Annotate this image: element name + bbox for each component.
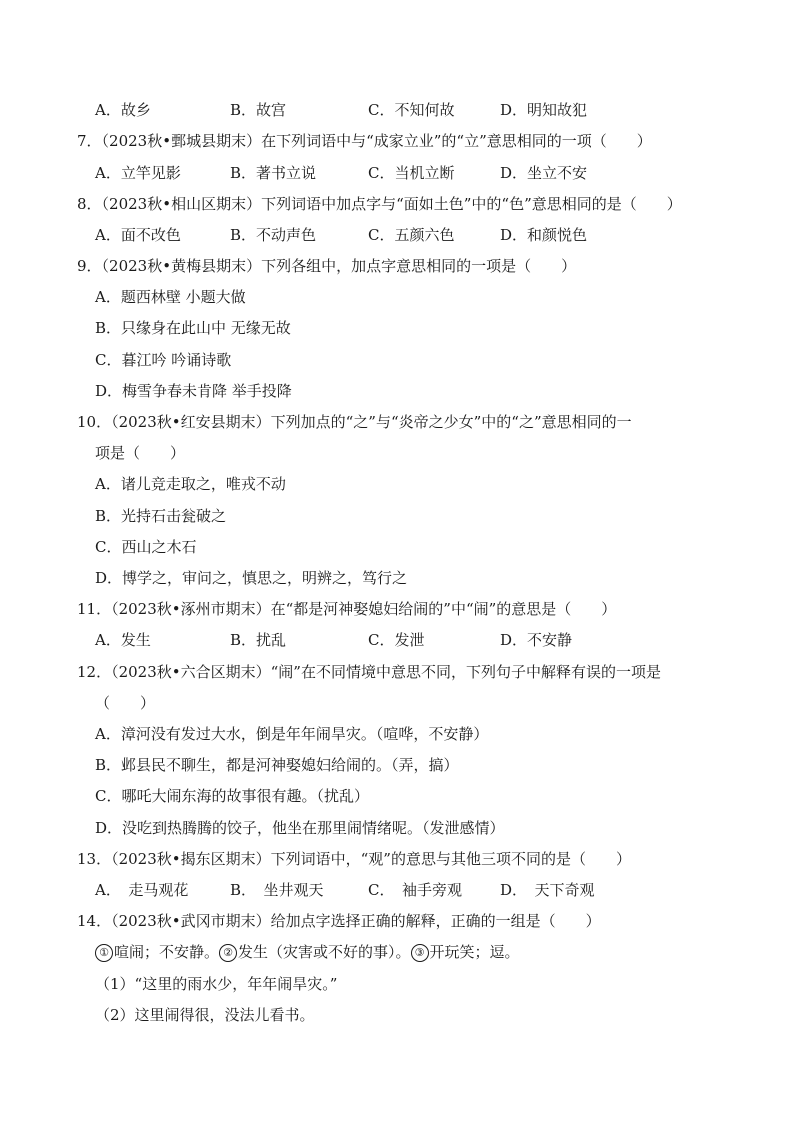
q13-stem: 13．（2023秋•揭东区期末）下列词语中，“观”的意思与其他三项不同的是（ ） <box>77 850 631 868</box>
q10-option-a[interactable]: A．诸儿竞走取之，唯戎不动 <box>95 475 286 493</box>
q7-option-d[interactable]: D．坐立不安 <box>500 164 588 182</box>
q11-option-d[interactable]: D．不安静 <box>500 631 573 649</box>
q10-stem: 10．（2023秋•红安县期末）下列加点的“之”与“炎帝之少女”中的“之”意思相同的一 <box>77 413 632 431</box>
meaning-number-2: ② <box>219 944 237 962</box>
q13-option-d[interactable]: D． 天下奇观 <box>500 881 595 899</box>
q13-option-a[interactable]: A． 走马观花 <box>95 881 189 899</box>
meaning-number-1: ① <box>95 944 113 962</box>
q10-option-c[interactable]: C．西山之木石 <box>95 538 197 556</box>
q6-option-a[interactable]: A．故乡 <box>95 101 151 119</box>
q12-option-b[interactable]: B．邺县民不聊生，都是河神娶媳妇给闹的。（弄，搞） <box>95 756 459 774</box>
q12-option-a[interactable]: A．漳河没有发过大水，倒是年年闹旱灾。（喧哗，不安静） <box>95 725 489 743</box>
q13-option-c[interactable]: C． 袖手旁观 <box>368 881 462 899</box>
meaning-number-3: ③ <box>411 944 429 962</box>
q14-stem: 14．（2023秋•武冈市期末）给加点字选择正确的解释，正确的一组是（ ） <box>77 912 601 930</box>
q8-option-c[interactable]: C．五颜六色 <box>368 226 455 244</box>
q9-option-a[interactable]: A．题西林壁 小题大做 <box>95 288 246 306</box>
q8-option-a[interactable]: A．面不改色 <box>95 226 181 244</box>
q11-option-c[interactable]: C．发泄 <box>368 631 425 649</box>
q11-option-b[interactable]: B．扰乱 <box>230 631 287 649</box>
q14-sub-1: （1）“这里的雨水少，年年闹旱灾。” <box>95 975 338 993</box>
q10-option-d[interactable]: D．博学之，审问之，慎思之，明辨之，笃行之 <box>95 569 408 587</box>
q12-stem-continued: （ ） <box>95 694 156 712</box>
q9-stem: 9．（2023秋•黄梅县期末）下列各组中，加点字意思相同的一项是（ ） <box>77 257 577 275</box>
q9-option-b[interactable]: B．只缘身在此山中 无缘无故 <box>95 319 291 337</box>
q10-option-b[interactable]: B．光持石击瓮破之 <box>95 507 227 525</box>
q8-option-d[interactable]: D．和颜悦色 <box>500 226 588 244</box>
q14-meanings <box>95 942 520 962</box>
q8-option-b[interactable]: B．不动声色 <box>230 226 317 244</box>
q10-stem-continued: 项是（ ） <box>95 444 186 462</box>
q9-option-c[interactable]: C．暮江吟 吟诵诗歌 <box>95 351 232 369</box>
q11-stem: 11．（2023秋•涿州市期末）在“都是河神娶媳妇给闹的”中“闹”的意思是（ ） <box>77 600 617 618</box>
meaning-text-3: 开玩笑；逗。 <box>429 943 520 961</box>
q7-option-c[interactable]: C．当机立断 <box>368 164 455 182</box>
q6-option-c[interactable]: C．不知何故 <box>368 101 455 119</box>
q7-option-a[interactable]: A．立竿见影 <box>95 164 181 182</box>
q12-stem: 12．（2023秋•六合区期末）“闹”在不同情境中意思不同，下列句子中解释有误的一项是 <box>77 663 661 681</box>
q6-option-b[interactable]: B．故宫 <box>230 101 287 119</box>
q8-stem: 8．（2023秋•相山区期末）下列词语中加点字与“面如土色”中的“色”意思相同的是（ ） <box>77 195 682 213</box>
q11-option-a[interactable]: A．发生 <box>95 631 151 649</box>
q7-stem: 7．（2023秋•鄄城县期末）在下列词语中与“成家立业”的“立”意思相同的一项（ ） <box>77 132 652 150</box>
q6-option-d[interactable]: D．明知故犯 <box>500 101 588 119</box>
q13-option-b[interactable]: B． 坐井观天 <box>230 881 324 899</box>
q12-option-c[interactable]: C．哪吒大闹东海的故事很有趣。（扰乱） <box>95 787 369 805</box>
meaning-text-2: 发生（灾害或不好的事）。 <box>238 943 411 961</box>
q9-option-d[interactable]: D．梅雪争春未肯降 举手投降 <box>95 382 292 400</box>
q14-sub-2: （2）这里闹得很，没法儿看书。 <box>95 1006 315 1024</box>
q12-option-d[interactable]: D．没吃到热腾腾的饺子，他坐在那里闹情绪呢。（发泄感情） <box>95 819 505 837</box>
q7-option-b[interactable]: B．著书立说 <box>230 164 317 182</box>
meaning-text-1: 喧闹；不安静。 <box>114 943 220 961</box>
